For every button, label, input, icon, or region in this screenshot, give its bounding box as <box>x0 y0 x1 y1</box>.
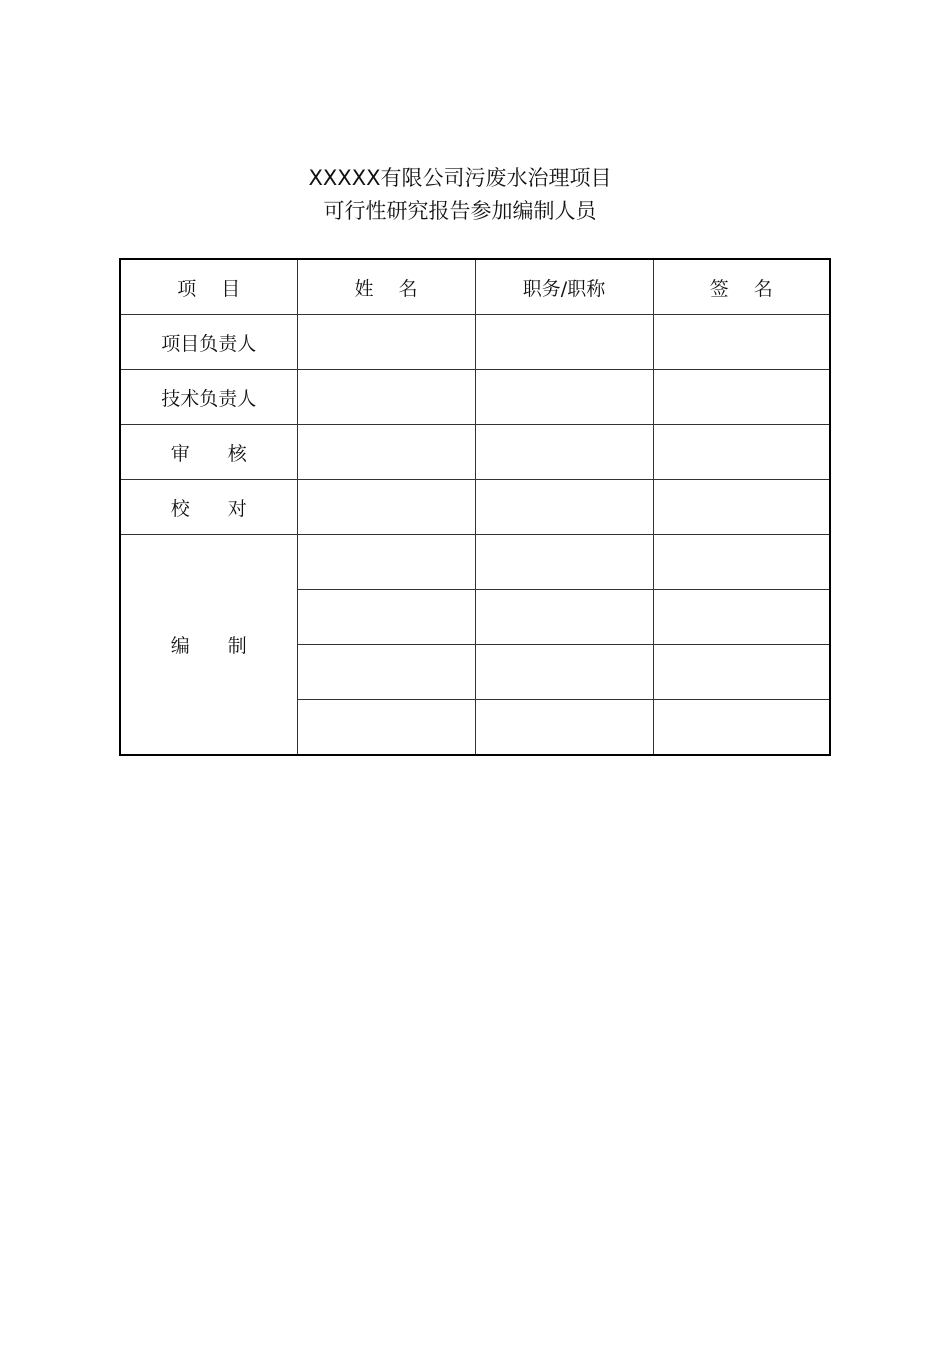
signature-cell <box>653 425 830 480</box>
position-cell <box>475 645 653 700</box>
name-cell <box>297 645 475 700</box>
signature-cell <box>653 315 830 370</box>
document-title-line-1: XXXXX有限公司污废水治理项目 <box>308 166 612 190</box>
role-cell: 项目负责人 <box>120 315 297 370</box>
role-cell: 技术负责人 <box>120 370 297 425</box>
role-cell: 校 对 <box>120 480 297 535</box>
name-cell <box>297 315 475 370</box>
header-project: 项 目 <box>120 259 297 315</box>
position-cell <box>475 315 653 370</box>
position-cell <box>475 480 653 535</box>
header-position-title: 职务/职称 <box>475 259 653 315</box>
signature-cell <box>653 370 830 425</box>
name-cell <box>297 370 475 425</box>
position-cell <box>475 535 653 590</box>
role-cell-compilation: 编 制 <box>120 535 297 756</box>
table-row <box>120 535 830 590</box>
table-row <box>120 480 830 535</box>
table-header-row <box>120 259 830 315</box>
header-name: 姓 名 <box>297 259 475 315</box>
position-cell <box>475 370 653 425</box>
signature-cell <box>653 700 830 756</box>
signature-cell <box>653 645 830 700</box>
position-cell <box>475 700 653 756</box>
table-row <box>120 370 830 425</box>
name-cell <box>297 590 475 645</box>
table-row <box>120 315 830 370</box>
role-cell: 审 核 <box>120 425 297 480</box>
name-cell <box>297 700 475 756</box>
position-cell <box>475 425 653 480</box>
staff-table <box>119 258 831 756</box>
header-signature: 签 名 <box>653 259 830 315</box>
signature-cell <box>653 590 830 645</box>
table-row <box>120 425 830 480</box>
name-cell <box>297 535 475 590</box>
document-title-line-2: 可行性研究报告参加编制人员 <box>323 199 597 223</box>
name-cell <box>297 425 475 480</box>
signature-cell <box>653 535 830 590</box>
signature-cell <box>653 480 830 535</box>
name-cell <box>297 480 475 535</box>
position-cell <box>475 590 653 645</box>
